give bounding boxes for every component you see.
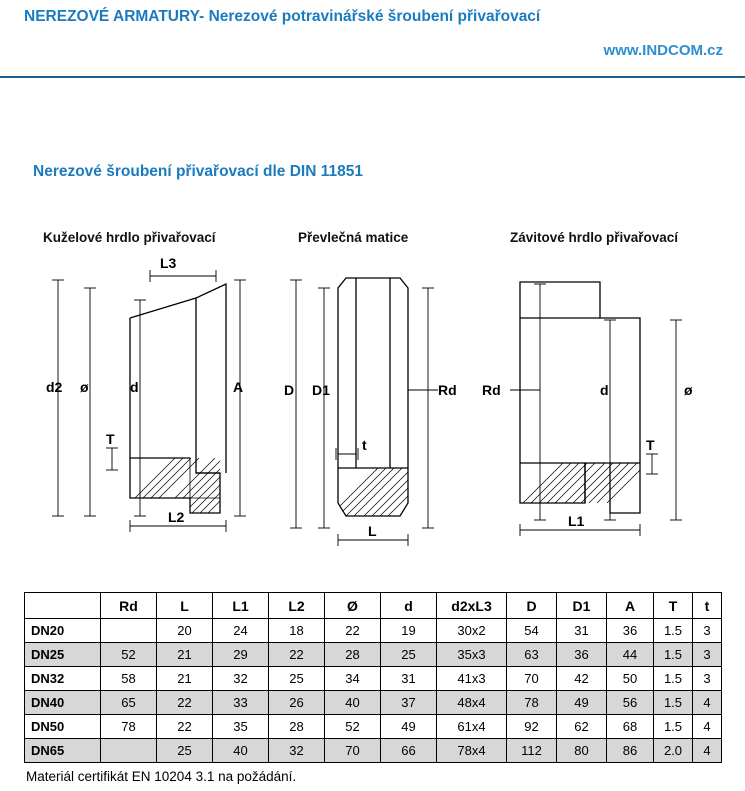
table-header-cell-d: d (381, 593, 437, 619)
dimension-label-d: d (130, 379, 139, 395)
table-header-cell-D: D (507, 593, 557, 619)
table-header-cell-rd: Rd (101, 593, 157, 619)
section-title: Nerezové šroubení přivařovací dle DIN 11851 (33, 163, 363, 180)
table-header-cell-d2xl3: d2xL3 (437, 593, 507, 619)
table-cell: 28 (325, 643, 381, 667)
table-cell: 4 (693, 691, 722, 715)
table-cell-dn: DN25 (25, 643, 101, 667)
dimension-label-D1: D1 (312, 382, 330, 398)
table-cell: 32 (269, 739, 325, 763)
dimension-label-d: d (600, 382, 609, 398)
table-cell: 3 (693, 643, 722, 667)
table-cell: 52 (101, 643, 157, 667)
table-cell: 48x4 (437, 691, 507, 715)
table-cell: 22 (269, 643, 325, 667)
table-cell: 20 (157, 619, 213, 643)
table-cell: 54 (507, 619, 557, 643)
table-cell: 78 (507, 691, 557, 715)
table-cell: 22 (157, 715, 213, 739)
table-cell: 66 (381, 739, 437, 763)
table-cell: 3 (693, 667, 722, 691)
table-cell-dn: DN50 (25, 715, 101, 739)
table-cell: 4 (693, 715, 722, 739)
dimension-label-d2: d2 (46, 379, 63, 395)
table-cell: 25 (157, 739, 213, 763)
page-header (0, 0, 745, 78)
table-cell: 25 (269, 667, 325, 691)
table-cell: 56 (607, 691, 654, 715)
dimension-label-T: T (646, 437, 655, 453)
table-cell: 49 (381, 715, 437, 739)
table-row (25, 667, 722, 691)
table-header-cell-l2: L2 (269, 593, 325, 619)
table-cell: 78x4 (437, 739, 507, 763)
table-cell-dn: DN40 (25, 691, 101, 715)
table-cell: 52 (325, 715, 381, 739)
table-cell-dn: DN32 (25, 667, 101, 691)
table-cell: 80 (557, 739, 607, 763)
table-cell: 1.5 (654, 667, 693, 691)
dimension-label-L2: L2 (168, 509, 185, 525)
technical-drawing-threaded-welding-socket (480, 258, 735, 553)
technical-drawing-cone-welding-socket (30, 258, 290, 553)
material-certificate-note: Materiál certifikát EN 10204 3.1 na požádání. (26, 769, 297, 784)
table-cell: 40 (325, 691, 381, 715)
table-cell: 63 (507, 643, 557, 667)
table-cell: 40 (213, 739, 269, 763)
table-cell: 36 (607, 619, 654, 643)
dimension-label-t: t (362, 437, 367, 453)
table-cell: 24 (213, 619, 269, 643)
dimension-label-L3: L3 (160, 258, 177, 271)
table-cell: 41x3 (437, 667, 507, 691)
table-cell: 44 (607, 643, 654, 667)
table-cell: 2.0 (654, 739, 693, 763)
dimension-label-Rd: Rd (438, 382, 457, 398)
table-cell: 26 (269, 691, 325, 715)
table-cell: 3 (693, 619, 722, 643)
table-cell: 49 (557, 691, 607, 715)
table-cell: 36 (557, 643, 607, 667)
table-cell: 1.5 (654, 619, 693, 643)
table-cell: 21 (157, 643, 213, 667)
table-cell: 29 (213, 643, 269, 667)
figure-caption-threaded-welding-socket: Závitové hrdlo přivařovací (510, 230, 679, 245)
dimension-label-L: L (368, 523, 377, 539)
table-cell: 58 (101, 667, 157, 691)
technical-drawing-union-nut (278, 258, 493, 553)
table-cell: 1.5 (654, 691, 693, 715)
dimension-label-Rd: Rd (482, 382, 501, 398)
dimension-label-D: D (284, 382, 295, 398)
table-header-cell-l1: L1 (213, 593, 269, 619)
table-cell: 18 (269, 619, 325, 643)
dimension-label-T: T (106, 431, 115, 447)
table-cell: 112 (507, 739, 557, 763)
table-cell (101, 739, 157, 763)
table-cell: 31 (557, 619, 607, 643)
figure-caption-cone-welding-socket: Kuželové hrdlo přivařovací (43, 230, 216, 245)
table-cell: 32 (213, 667, 269, 691)
table-cell: 4 (693, 739, 722, 763)
table-cell: 50 (607, 667, 654, 691)
specification-table (24, 592, 722, 763)
table-cell: 92 (507, 715, 557, 739)
table-cell: 22 (157, 691, 213, 715)
table-cell: 35 (213, 715, 269, 739)
table-cell: 34 (325, 667, 381, 691)
table-cell: 37 (381, 691, 437, 715)
table-cell: 33 (213, 691, 269, 715)
table-row (25, 739, 722, 763)
table-cell: 21 (157, 667, 213, 691)
page-title: NEREZOVÉ ARMATURY- Nerezové potravinářské šroubení přivařovací (24, 8, 541, 25)
table-cell-dn: DN65 (25, 739, 101, 763)
table-row (25, 691, 722, 715)
table-cell: 68 (607, 715, 654, 739)
table-header-cell-blank (25, 593, 101, 619)
table-row (25, 619, 722, 643)
dimension-label-diameter: ø (80, 379, 89, 395)
dimension-label-A: A (233, 379, 244, 395)
specification-table-wrapper (24, 592, 721, 763)
table-cell-dn: DN20 (25, 619, 101, 643)
table-row (25, 715, 722, 739)
table-header-cell-D1: D1 (557, 593, 607, 619)
table-cell: 61x4 (437, 715, 507, 739)
table-cell: 35x3 (437, 643, 507, 667)
table-header-row (25, 593, 722, 619)
table-cell: 42 (557, 667, 607, 691)
table-cell: 22 (325, 619, 381, 643)
table-cell: 70 (507, 667, 557, 691)
table-header-cell-T: T (654, 593, 693, 619)
table-cell (101, 619, 157, 643)
table-cell: 25 (381, 643, 437, 667)
table-cell: 1.5 (654, 643, 693, 667)
dimension-label-diameter: ø (684, 382, 693, 398)
table-cell: 70 (325, 739, 381, 763)
table-header-cell-diameter: Ø (325, 593, 381, 619)
table-cell: 78 (101, 715, 157, 739)
table-cell: 86 (607, 739, 654, 763)
table-cell: 62 (557, 715, 607, 739)
table-cell: 65 (101, 691, 157, 715)
table-header-cell-t: t (693, 593, 722, 619)
dimension-label-L1: L1 (568, 513, 585, 529)
table-header-cell-l: L (157, 593, 213, 619)
header-divider (0, 76, 745, 78)
table-cell: 28 (269, 715, 325, 739)
table-cell: 19 (381, 619, 437, 643)
table-row (25, 643, 722, 667)
figure-caption-union-nut: Převlečná matice (298, 230, 409, 245)
table-cell: 30x2 (437, 619, 507, 643)
company-website-link[interactable]: www.INDCOM.cz (603, 42, 723, 59)
table-header-cell-A: A (607, 593, 654, 619)
table-cell: 1.5 (654, 715, 693, 739)
table-cell: 31 (381, 667, 437, 691)
